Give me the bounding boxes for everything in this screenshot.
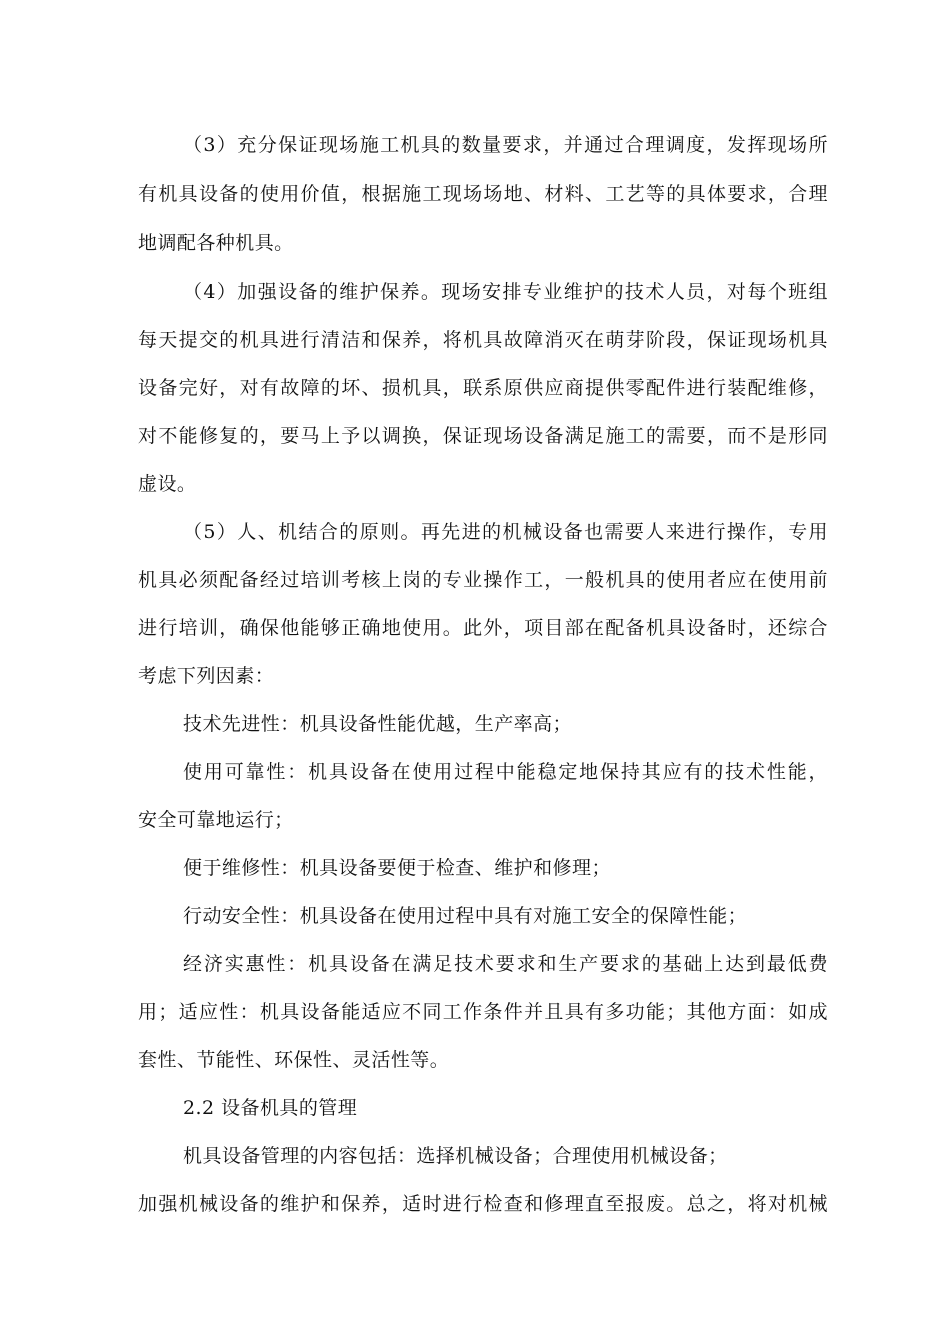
factor-reliability-line-2: 安全可靠地运行； [138,809,294,831]
paragraph-3-line-1: （3）充分保证现场施工机具的数量要求，并通过合理调度，发挥现场所 [183,134,828,156]
paragraph-5-line-1: （5）人、机结合的原则。再先进的机械设备也需要人来进行操作，专用 [183,521,828,543]
factor-maintainability: 便于维修性：机具设备要便于检查、维护和修理； [183,857,611,879]
factor-economy-line-1: 经济实惠性：机具设备在满足技术要求和生产要求的基础上达到最低费 [183,953,828,975]
paragraph-3-line-2: 有机具设备的使用价值，根据施工现场场地、材料、工艺等的具体要求，合理 [138,183,828,205]
paragraph-4-line-3: 设备完好，对有故障的坏、损机具，联系原供应商提供零配件进行装配维修， [138,377,828,399]
management-line-2: 加强机械设备的维护和保养，适时进行检查和修理直至报废。总之，将对机械 [138,1193,828,1215]
factor-safety: 行动安全性：机具设备在使用过程中具有对施工安全的保障性能； [183,905,748,927]
paragraph-5-line-4: 考虑下列因素： [138,665,275,687]
paragraph-5-line-3: 进行培训，确保他能够正确地使用。此外，项目部在配备机具设备时，还综合 [138,617,828,639]
factor-economy-line-2: 用；适应性：机具设备能适应不同工作条件并且具有多功能；其他方面：如成 [138,1001,828,1023]
paragraph-4-line-4: 对不能修复的，要马上予以调换，保证现场设备满足施工的需要，而不是形同 [138,425,828,447]
section-heading-2-2: 2.2 设备机具的管理 [183,1097,358,1119]
paragraph-3-line-3: 地调配各种机具。 [138,232,294,254]
factor-technical: 技术先进性：机具设备性能优越，生产率高； [183,713,573,735]
paragraph-4-line-5: 虚设。 [138,473,197,495]
paragraph-5-line-2: 机具必须配备经过培训考核上岗的专业操作工，一般机具的使用者应在使用前 [138,569,828,591]
factor-economy-line-3: 套性、节能性、环保性、灵活性等。 [138,1049,450,1071]
paragraph-4-line-2: 每天提交的机具进行清洁和保养，将机具故障消灭在萌芽阶段，保证现场机具 [138,329,828,351]
factor-reliability-line-1: 使用可靠性：机具设备在使用过程中能稳定地保持其应有的技术性能， [183,761,828,783]
paragraph-4-line-1: （4）加强设备的维护保养。现场安排专业维护的技术人员，对每个班组 [183,281,828,303]
management-line-1: 机具设备管理的内容包括：选择机械设备；合理使用机械设备； [183,1145,728,1167]
